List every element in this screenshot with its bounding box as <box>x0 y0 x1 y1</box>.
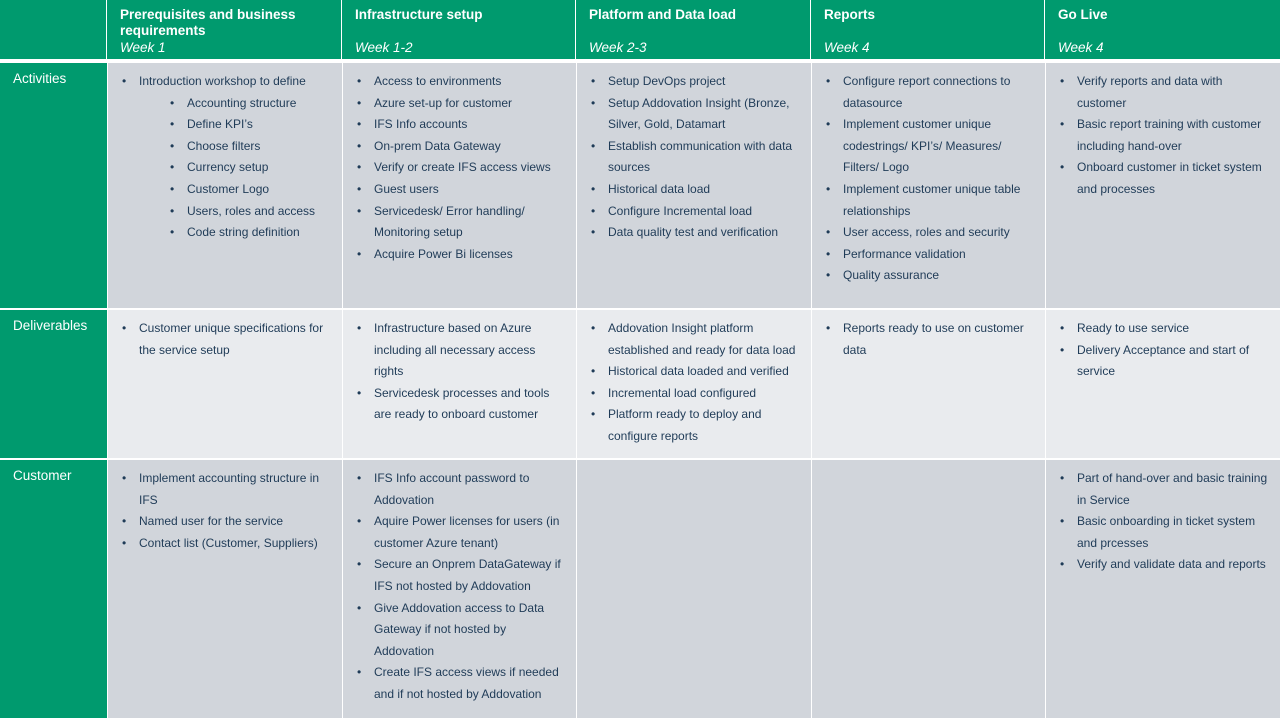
column-title: Prerequisites and business requirements <box>120 7 296 38</box>
list-item: • Infrastructure based on Azure including all necessary access rights <box>355 318 566 383</box>
bullet-list <box>120 71 332 244</box>
list-item: • Secure an Onprem DataGateway if IFS not hosted by Addovation <box>355 554 566 597</box>
list-item: • On-prem Data Gateway <box>355 136 566 158</box>
row-label-deliverables: Deliverables <box>0 310 107 460</box>
activities-cell-col3 <box>576 63 811 310</box>
deliverables-cell-col1 <box>107 310 342 460</box>
column-week: Week 1 <box>120 40 166 55</box>
header-col-golive <box>1045 0 1280 63</box>
deliverables-cell-col3 <box>576 310 811 460</box>
activities-cell-col1 <box>107 63 342 310</box>
bullet-list <box>589 318 801 448</box>
activities-cell-col4 <box>811 63 1045 310</box>
list-item: • Give Addovation access to Data Gateway if not hosted by Addovation <box>355 598 566 663</box>
list-item: • Verify reports and data with customer <box>1058 71 1270 114</box>
list-item: • Ready to use service <box>1058 318 1270 340</box>
column-week: Week 4 <box>1058 40 1104 55</box>
list-subitem: • Accounting structure <box>120 93 332 115</box>
list-item: • Establish communication with data sources <box>589 136 801 179</box>
column-title: Go Live <box>1058 7 1108 22</box>
list-subitem: • Define KPI’s <box>120 114 332 136</box>
list-item: • Aquire Power licenses for users (in customer Azure tenant) <box>355 511 566 554</box>
list-item: • Incremental load configured <box>589 383 801 405</box>
list-item: • IFS Info accounts <box>355 114 566 136</box>
bullet-list <box>1058 468 1270 576</box>
list-item: • Reports ready to use on customer data <box>824 318 1035 361</box>
bullet-list <box>1058 318 1270 383</box>
list-item: • User access, roles and security <box>824 222 1035 244</box>
list-item: • Verify or create IFS access views <box>355 157 566 179</box>
list-item: • Named user for the service <box>120 511 332 533</box>
list-item: • Quality assurance <box>824 265 1035 287</box>
column-title: Platform and Data load <box>589 7 737 22</box>
list-item: • Implement customer unique codestrings/ KPI’s/ Measures/ Filters/ Logo <box>824 114 1035 179</box>
header-corner <box>0 0 107 63</box>
list-item: • Setup DevOps project <box>589 71 801 93</box>
list-item: • Onboard customer in ticket system and processes <box>1058 157 1270 200</box>
deliverables-cell-col5 <box>1045 310 1280 460</box>
list-item: • Historical data loaded and verified <box>589 361 801 383</box>
list-item: • Introduction workshop to define <box>120 71 332 93</box>
header-col-infrastructure <box>342 0 576 63</box>
row-label-customer: Customer <box>0 460 107 720</box>
column-title: Reports <box>824 7 876 22</box>
list-item: • Azure set-up for customer <box>355 93 566 115</box>
column-week: Week 4 <box>824 40 870 55</box>
list-subitem: • Code string definition <box>120 222 332 244</box>
activities-cell-col2 <box>342 63 576 310</box>
column-week: Week 2-3 <box>589 40 647 55</box>
bullet-list <box>355 318 566 426</box>
list-item: • Acquire Power Bi licenses <box>355 244 566 266</box>
list-item: • Implement accounting structure in IFS <box>120 468 332 511</box>
deliverables-cell-col4 <box>811 310 1045 460</box>
bullet-list <box>1058 71 1270 201</box>
list-subitem: • Choose filters <box>120 136 332 158</box>
customer-cell-col2 <box>342 460 576 720</box>
list-item: • Delivery Acceptance and start of service <box>1058 340 1270 383</box>
list-item: • Guest users <box>355 179 566 201</box>
list-item: • Servicedesk/ Error handling/ Monitoring setup <box>355 201 566 244</box>
column-title: Infrastructure setup <box>355 7 483 22</box>
list-item: • Part of hand-over and basic training in Service <box>1058 468 1270 511</box>
list-item: • Setup Addovation Insight (Bronze, Silver, Gold, Datamart <box>589 93 801 136</box>
list-item: • Basic onboarding in ticket system and prcesses <box>1058 511 1270 554</box>
list-subitem: • Users, roles and access <box>120 201 332 223</box>
customer-cell-col5 <box>1045 460 1280 720</box>
row-label-activities: Activities <box>0 63 107 310</box>
activities-cell-col5 <box>1045 63 1280 310</box>
list-item: • Servicedesk processes and tools are ready to onboard customer <box>355 383 566 426</box>
list-item: • Create IFS access views if needed and if not hosted by Addovation <box>355 662 566 705</box>
list-item: • Verify and validate data and reports <box>1058 554 1270 576</box>
list-item: • IFS Info account password to Addovation <box>355 468 566 511</box>
list-item: • Data quality test and verification <box>589 222 801 244</box>
list-item: • Configure Incremental load <box>589 201 801 223</box>
bullet-list <box>355 71 566 265</box>
list-item: • Platform ready to deploy and configure reports <box>589 404 801 447</box>
customer-cell-col1 <box>107 460 342 720</box>
list-item: • Historical data load <box>589 179 801 201</box>
list-item: • Configure report connections to datasource <box>824 71 1035 114</box>
header-col-platform <box>576 0 811 63</box>
list-subitem: • Customer Logo <box>120 179 332 201</box>
list-item: • Performance validation <box>824 244 1035 266</box>
bullet-list <box>120 318 332 361</box>
list-item: • Contact list (Customer, Suppliers) <box>120 533 332 555</box>
list-item: • Implement customer unique table relationships <box>824 179 1035 222</box>
list-item: • Customer unique specifications for the service setup <box>120 318 332 361</box>
header-col-prerequisites <box>107 0 342 63</box>
list-item: • Access to environments <box>355 71 566 93</box>
bullet-list <box>589 71 801 244</box>
bullet-list <box>120 468 332 554</box>
list-item: • Basic report training with customer including hand-over <box>1058 114 1270 157</box>
list-subitem: • Currency setup <box>120 157 332 179</box>
bullet-list <box>355 468 566 706</box>
header-col-reports <box>811 0 1045 63</box>
column-week: Week 1-2 <box>355 40 413 55</box>
customer-cell-col3 <box>576 460 811 720</box>
bullet-list <box>824 318 1035 361</box>
bullet-list <box>824 71 1035 287</box>
customer-cell-col4 <box>811 460 1045 720</box>
deliverables-cell-col2 <box>342 310 576 460</box>
list-item: • Addovation Insight platform established and ready for data load <box>589 318 801 361</box>
